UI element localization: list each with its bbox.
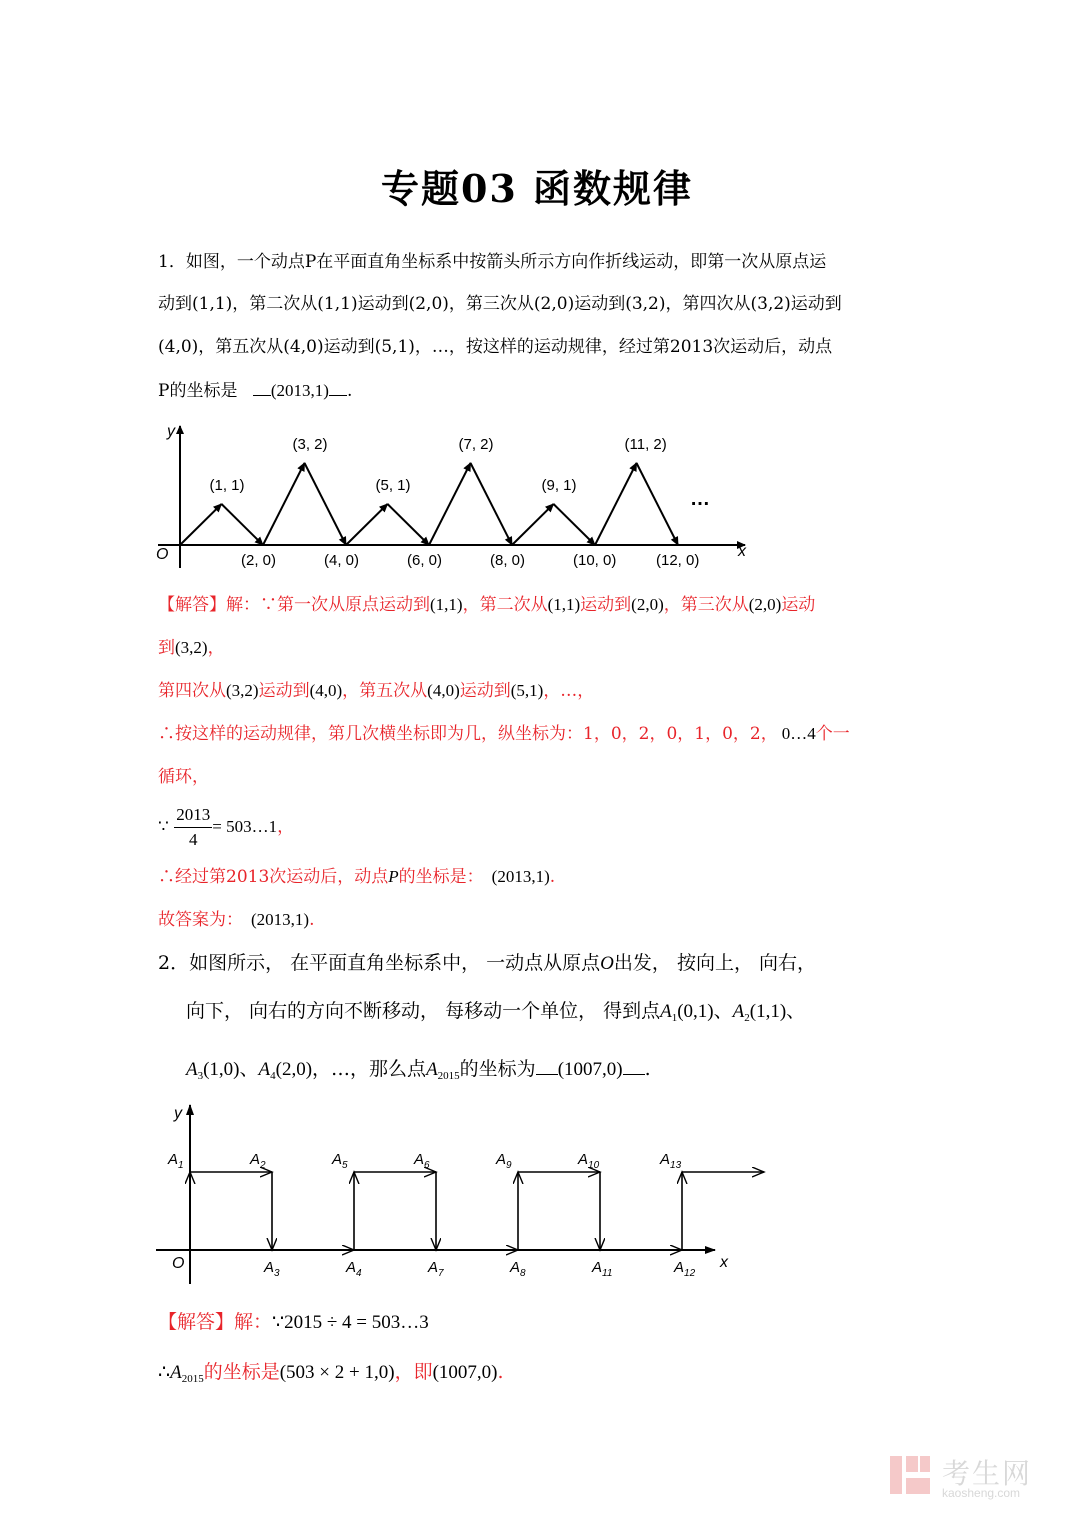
- zigzag-segment: [512, 504, 554, 545]
- q2-point-labels: [167, 1151, 696, 1279]
- q2-A4-coord: (2,0): [275, 1059, 313, 1080]
- step-path: [190, 1172, 764, 1250]
- step-point-label: $A_5$: [332, 1151, 348, 1171]
- q1-sol-l4a: ∴按这样的运动规律，第几次横坐标即为几，纵坐标为：1，0，2，0，1，0，2，: [158, 724, 778, 744]
- point-label-bottom: (10, 0): [573, 552, 617, 569]
- q2-A2015-sub: 2015: [437, 1070, 460, 1082]
- q2-origin-label: O: [172, 1255, 185, 1272]
- q2-line2: [186, 999, 805, 1030]
- q1-sol-l7e: .: [549, 867, 556, 887]
- q1-line4: [158, 379, 352, 403]
- q2-l1a: 2．如图所示， 在平面直角坐标系中， 一动点从原点: [158, 952, 601, 974]
- q1-sol-l1f: (2,0): [631, 595, 664, 614]
- q1-sol-l2a: 到: [158, 638, 175, 658]
- q2-sol-l2f: .: [497, 1361, 504, 1383]
- q1-sol-tag: 【解答】: [158, 595, 226, 615]
- q1-sol-line8: [158, 908, 314, 932]
- point-label-bottom: (12, 0): [656, 552, 700, 569]
- q1-figure: [150, 420, 770, 580]
- q2-sol-line1: [158, 1310, 429, 1335]
- q2-sol-line2: [158, 1360, 504, 1391]
- point-label-top: (5, 1): [375, 477, 411, 494]
- q1-sol-line5: 循环，: [158, 767, 209, 787]
- step-point-label: $A_7$: [428, 1259, 444, 1279]
- zigzag-segment: [346, 504, 388, 545]
- point-label-top: (1, 1): [209, 477, 245, 494]
- point-label-top: (3, 2): [292, 436, 328, 453]
- q1-sol-l8a: 故答案为：: [158, 910, 243, 930]
- q2-answer: (1007,0): [557, 1059, 623, 1080]
- because-symbol: ∵: [158, 817, 169, 837]
- fraction-numerator: 2013: [174, 803, 212, 828]
- q1-line3: (4,0)，第五次从(4,0)运动到(5,1)，…，按这样的运动规律，经过第2013次运动后，动点: [158, 337, 833, 357]
- q2-sol-l2e: (1007,0): [432, 1362, 498, 1383]
- page-title: 专题03 函数规律: [380, 166, 694, 211]
- point-label-bottom: (6, 0): [407, 552, 443, 569]
- zigzag-segment: [471, 463, 513, 545]
- q2-A4-sub: 4: [270, 1070, 276, 1082]
- q1-y-label: y: [167, 423, 175, 440]
- step-point-label: $A_1$: [168, 1151, 184, 1171]
- q1-sol-l1h: (2,0): [748, 595, 782, 614]
- q1-sol-l3d: (4,0): [309, 681, 343, 700]
- q1-sol-l3a: 第四次从: [158, 681, 226, 701]
- q2-l2a: 向下， 向右的方向不断移动， 每移动一个单位， 得到点: [186, 1000, 661, 1022]
- q2-sep2: 、: [786, 1000, 806, 1022]
- point-label-bottom: (2, 0): [241, 552, 277, 569]
- q1-origin-label: O: [156, 546, 169, 563]
- q2-sol-tag: 【解答】: [158, 1311, 235, 1333]
- q2-sep1: 、: [713, 1000, 733, 1022]
- q1-sol-l1e: 运动到: [580, 595, 632, 615]
- q1-sol-l4c: 个一: [815, 724, 850, 744]
- q2-A3-coord: (1,0): [203, 1059, 240, 1080]
- q2-y-label: y: [174, 1105, 182, 1122]
- q2-sol-l2d: ，即: [394, 1361, 433, 1383]
- q1-sol-line4: [158, 722, 850, 746]
- q2-l3-mid: ，…，那么点: [312, 1058, 427, 1080]
- q1-sol-line7: [158, 865, 555, 889]
- q1-sol-l1i: 运动: [781, 595, 816, 615]
- point-label-top: (7, 2): [458, 436, 494, 453]
- zigzag-segment: [637, 463, 679, 545]
- q1-sol-l7d: (2013,1): [491, 867, 550, 886]
- watermark-logo: [888, 1452, 1058, 1500]
- fraction-denominator: 4: [188, 830, 198, 849]
- zigzag-segment: [180, 504, 222, 545]
- q1-answer: (2013,1): [270, 381, 329, 400]
- q1-sol-line3: [158, 679, 594, 703]
- q1-ellipsis: …: [690, 488, 710, 510]
- point-label-top: (11, 2): [624, 436, 667, 453]
- q1-line4-prefix: P的坐标是: [158, 381, 238, 401]
- q1-sol-l3c: 运动到: [258, 681, 310, 701]
- q2-line1: [158, 951, 816, 976]
- q2-A1: A: [660, 1001, 672, 1022]
- q2-l3-sep: 、: [239, 1058, 259, 1080]
- q2-sol-therefore: ∴: [158, 1361, 171, 1383]
- q2-A1-sub: 1: [671, 1012, 678, 1024]
- step-point-label: $A_{13}$: [660, 1151, 682, 1171]
- q1-x-label: x: [738, 543, 746, 560]
- q1-sol-l3f: (4,0): [427, 681, 460, 700]
- step-point-label: $A_3$: [264, 1259, 280, 1279]
- zigzag-segment: [554, 504, 596, 545]
- watermark-url: kaosheng.com: [942, 1486, 1021, 1500]
- step-point-label: $A_2$: [250, 1151, 266, 1171]
- q2-sol-sub: 2015: [181, 1373, 204, 1385]
- q1-line1: 1．如图，一个动点P在平面直角坐标系中按箭头所示方向作折线运动，即第一次从原点运: [158, 252, 827, 272]
- zigzag-segment: [222, 504, 264, 545]
- q1-sol-l1g: ，第三次从: [663, 595, 749, 615]
- q1-sol-l7a: ∴经过第2013次运动后，动点: [158, 867, 389, 887]
- q1-sol-l3h: (5,1): [510, 681, 544, 700]
- q2-sol-l2c: (503 × 2 + 1,0): [279, 1362, 395, 1383]
- q1-sol-line2: [158, 636, 225, 660]
- q1-point-labels: [210, 436, 700, 569]
- q1-sol-l4b: 0…4: [781, 724, 816, 743]
- q2-l3-end: .: [644, 1058, 651, 1080]
- zigzag-segment: [429, 463, 471, 545]
- q2-sol-A: A: [170, 1362, 182, 1383]
- q2-l3-text: 的坐标为: [459, 1058, 536, 1080]
- q1-sol-l3i: ，…，: [543, 681, 595, 701]
- q1-sol-l8b: (2013,1): [251, 910, 310, 929]
- watermark-brand: 考生网: [942, 1458, 1033, 1489]
- q1-line4-suffix: .: [346, 381, 353, 401]
- q1-sol-line1: [158, 593, 815, 617]
- q1-sol-l6-comma: ，: [277, 817, 295, 837]
- q2-sol-l2b: 的坐标是: [203, 1361, 280, 1383]
- q2-A1-coord: (0,1): [677, 1001, 714, 1022]
- q2-l1b: O: [600, 953, 614, 974]
- zigzag-segment: [263, 463, 305, 545]
- q2-A2-coord: (1,1): [749, 1001, 787, 1022]
- fraction-2013-over-4: [174, 803, 212, 852]
- q1-sol-l7b: P: [388, 867, 399, 886]
- q1-line2: 动到(1,1)，第二次从(1,1)运动到(2,0)，第三次从(2,0)运动到(3,2)，第四次从(3,2)运动到: [158, 294, 842, 314]
- step-point-label: $A_9$: [496, 1151, 512, 1171]
- zigzag-segment: [388, 504, 430, 545]
- q1-sol-l1c: ，第二次从: [462, 595, 548, 615]
- step-point-label: $A_{10}$: [578, 1151, 600, 1171]
- zigzag-segment: [305, 463, 347, 545]
- q1-sol-l6-rest: = 503…1: [212, 817, 278, 836]
- zigzag-segment: [595, 463, 637, 545]
- q1-sol-l1d: (1,1): [547, 595, 581, 614]
- point-label-bottom: (8, 0): [490, 552, 526, 569]
- q2-A2: A: [732, 1001, 745, 1022]
- q1-sol-l7c: 的坐标是：: [398, 867, 484, 887]
- q1-sol-l3b: (3,2): [226, 681, 259, 700]
- step-point-label: $A_{12}$: [674, 1259, 696, 1279]
- q1-sol-l2b: (3,2): [175, 638, 208, 657]
- q2-A2-sub: 2: [744, 1012, 750, 1024]
- step-point-label: $A_6$: [414, 1151, 430, 1171]
- q2-line3: [186, 1057, 651, 1088]
- q1-sol-l3e: ，第五次从: [342, 681, 428, 701]
- q2-l1c: 出发， 按向上， 向右，: [613, 952, 816, 974]
- q1-sol-l3g: 运动到: [459, 681, 511, 701]
- logo-icon: [888, 1452, 934, 1498]
- step-point-label: $A_4$: [346, 1259, 362, 1279]
- q2-x-label: x: [720, 1254, 728, 1271]
- q1-sol-l1b: (1,1): [430, 595, 463, 614]
- q1-sol-line6: [158, 803, 294, 852]
- q2-A4: A: [258, 1059, 271, 1080]
- point-label-top: (9, 1): [541, 477, 577, 494]
- q2-figure: [150, 1100, 770, 1290]
- step-point-label: $A_8$: [510, 1259, 526, 1279]
- q1-sol-l8c: .: [309, 910, 315, 930]
- zigzag-path: [180, 463, 678, 545]
- q2-A3-sub: 3: [197, 1070, 204, 1082]
- q2-A3: A: [186, 1059, 198, 1080]
- point-label-bottom: (4, 0): [324, 552, 360, 569]
- q2-A2015: A: [426, 1059, 438, 1080]
- step-point-label: $A_{11}$: [592, 1259, 613, 1279]
- q1-sol-l1a: 解：∵第一次从原点运动到: [226, 595, 430, 615]
- q2-sol-l1b: ∵2015 ÷ 4 = 503…3: [272, 1312, 429, 1333]
- q1-sol-l2c: ，: [207, 638, 225, 658]
- q2-sol-l1a: 解：: [234, 1311, 273, 1333]
